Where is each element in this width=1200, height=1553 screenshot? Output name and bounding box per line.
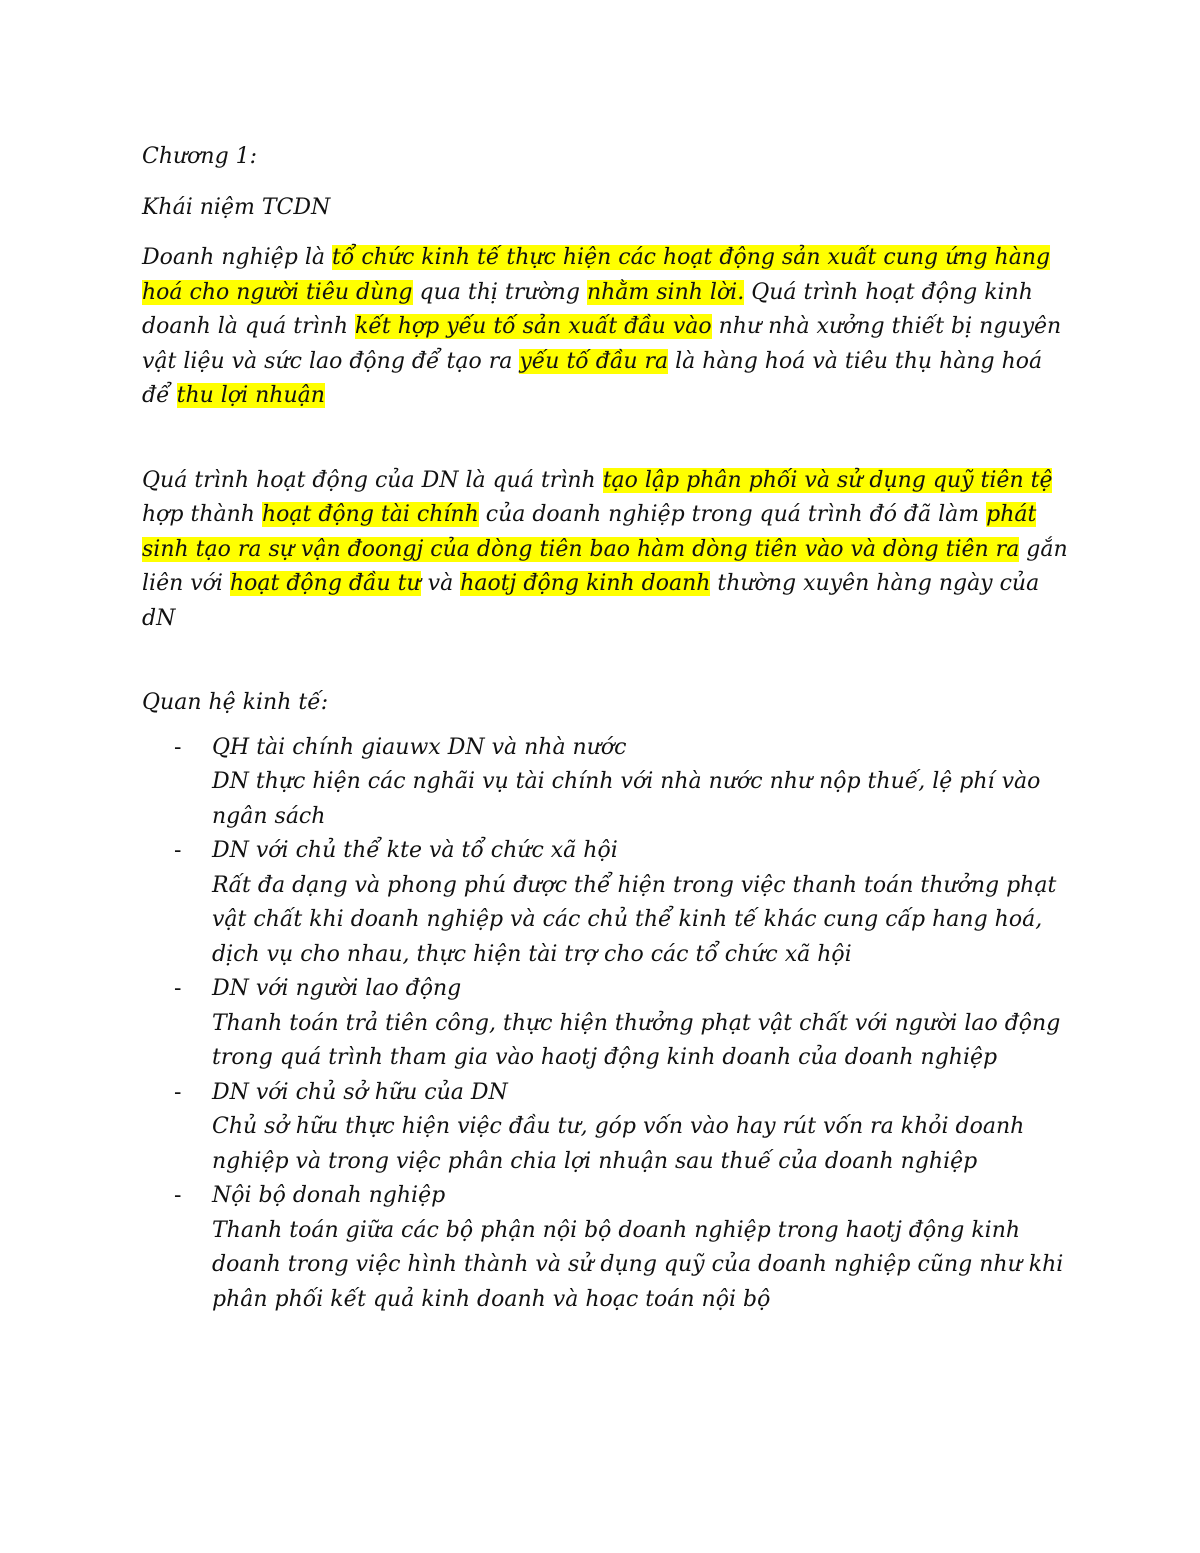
relation-description: Rất đa dạng và phong phú được thể hiện trong việc thanh toán thưởng phạt vật chất khi doanh nghiệp và các chủ thể kinh tế khác cung cấp hang hoá, dịch vụ cho nhau, thực hiện tài trợ cho các tổ chức xã hội (212, 872, 1057, 967)
highlighted-text: haotj động kinh doanh (460, 571, 711, 596)
text-segment: của doanh nghiệp trong quá trình đó đã làm (478, 502, 987, 527)
text-segment: Quá trình hoạt động của DN là quá trình (142, 467, 603, 493)
relation-title: DN với chủ sở hữu của DN (212, 1079, 508, 1105)
text-segment: hợp thành (142, 502, 262, 527)
relation-title: QH tài chính giauwx DN và nhà nước (212, 734, 627, 760)
highlighted-text: tạo lập phân phối và sử dụng quỹ tiên tệ (602, 467, 1053, 493)
list-item (212, 834, 1072, 972)
list-item (212, 731, 1072, 835)
text-segment: là hàng hoá và tiêu thụ hàng hoá để (142, 348, 1043, 408)
relations-list (142, 731, 1072, 1318)
relation-description: Thanh toán giữa các bộ phận nội bộ doanh nghiệp trong haotj động kinh doanh trong việc hình thành và sử dụng quỹ của doanh nghiệp cũng như khi phân phối kết quả kinh doanh và hoạc toán nội bộ (212, 1217, 1064, 1312)
highlighted-text: tổ chức kinh tế thực hiện các hoạt động sản xuất cung ứng hàng hoá cho người tiêu dùng (142, 245, 1051, 305)
highlighted-text: phát sinh tạo ra sự vận đoongj của dòng tiên bao hàm dòng tiên vào và dòng tiên ra (142, 502, 1037, 562)
paragraph-financial-activity (142, 464, 1072, 637)
concept-heading: Khái niệm TCDN (142, 194, 331, 220)
relation-title: Nội bộ donah nghiệp (212, 1183, 446, 1208)
highlighted-text: yếu tố đầu ra (519, 348, 669, 374)
relation-title: DN với chủ thể kte và tổ chức xã hội (212, 838, 618, 863)
list-item (212, 972, 1072, 1076)
text-segment: gắn liên với (142, 536, 1068, 596)
highlighted-text: thu lợi nhuận (176, 383, 325, 408)
chapter-title: Chương 1: (142, 144, 258, 169)
highlighted-text: hoạt động tài chính (261, 502, 479, 527)
text-segment: qua thị trường (412, 279, 587, 305)
document-body (142, 140, 1072, 1317)
text-segment: Doanh nghiệp là (142, 245, 333, 270)
list-item (212, 1179, 1072, 1317)
relation-title: DN với người lao động (212, 976, 462, 1001)
text-segment: và (420, 571, 461, 596)
paragraph-business-definition (142, 241, 1072, 414)
relations-heading: Quan hệ kinh tế: (142, 690, 329, 715)
text-segment: thường xuyên hàng ngày của dN (142, 571, 1040, 631)
highlighted-text: hoạt động đầu tư (229, 571, 421, 596)
text-segment: Quá trình hoạt động kinh doanh là quá trình (142, 279, 1033, 339)
text-segment: như nhà xưởng thiết bị nguyên vật liệu và sức lao động để tạo ra (142, 314, 1062, 374)
relation-description: Chủ sở hữu thực hiện việc đầu tư, góp vốn vào hay rút vốn ra khỏi doanh nghiệp và trong việc phân chia lợi nhuận sau thuế của doanh nghiệp (212, 1114, 1025, 1174)
relation-description: Thanh toán trả tiên công, thực hiện thưởng phạt vật chất với người lao động trong quá trình tham gia vào haotj động kinh doanh của doanh nghiệp (212, 1010, 1061, 1070)
highlighted-text: kết hợp yếu tố sản xuất đầu vào (355, 314, 712, 339)
relation-description: DN thực hiện các nghãi vụ tài chính với nhà nước như nộp thuế, lệ phí vào ngân sách (212, 769, 1041, 829)
list-item (212, 1076, 1072, 1180)
highlighted-text: nhằm sinh lời. (586, 279, 745, 305)
